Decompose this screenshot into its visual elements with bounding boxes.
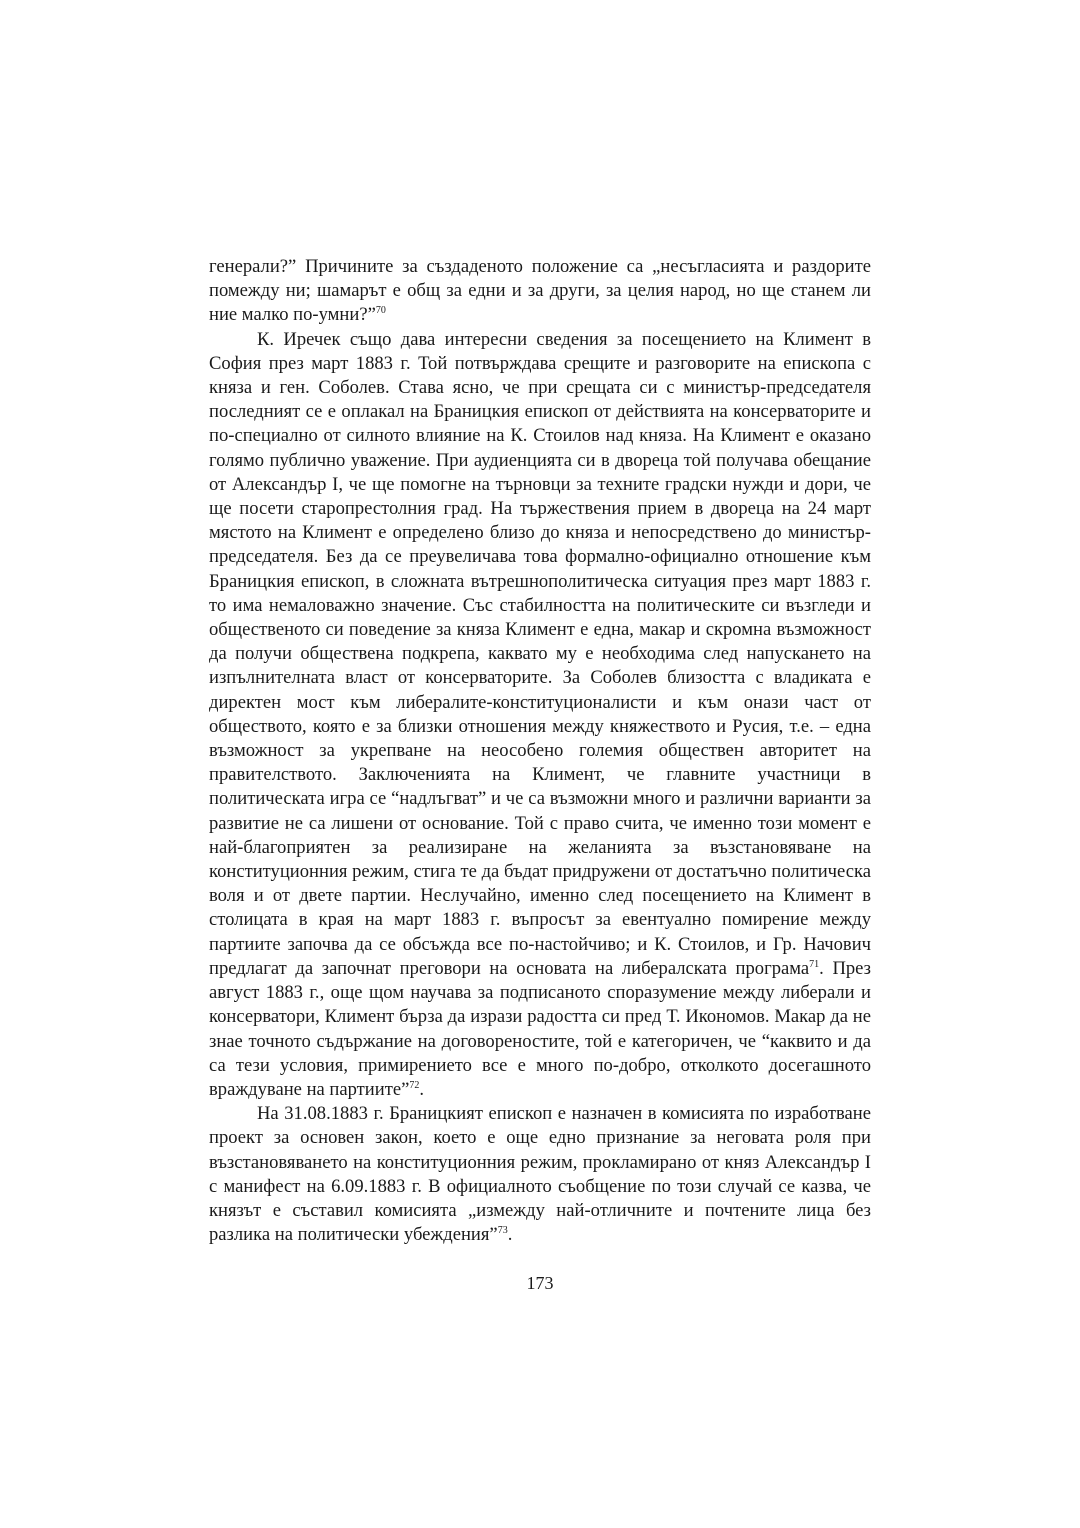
page-number: 173	[526, 1273, 554, 1293]
paragraph-2-text-3: .	[419, 1078, 424, 1100]
footnote-ref-73: 73	[497, 1225, 508, 1237]
paragraph-2	[209, 328, 871, 1103]
paragraph-2-text-2: . През август 1883 г., още щом научава за подписаното споразумение между либерали и консерватори, Климент бърза да изрази радостта си пред Т. Икономов. Макар да не знае точното съдържание на договореностите, той е категоричен, че “каквито и да са тези условия, примирението все е много по-добро, отколкото досегашното враждуване на партиите”	[209, 957, 871, 1100]
paragraph-2-text-1: К. Иречек също дава интересни сведения за посещението на Климент в София през март 1883 г. Той потвърждава срещите и разговорите на епископа с княза и ген. Соболев. Става ясно, че при срещата си с министър-председателя последният се е оплакал на Браницкия епископ от действията на консерваторите и по-специално от силното влияние на К. Стоилов над княза. На Климент е оказано голямо публично уважение. При аудиенцията си в двореца той получава обещание от Александър I, че ще помогне на търновци за техните градски нужди и дори, че ще посети старопрестолния град. На тържествения прием в двореца на 24 март мястото на Климент е определено близо до княза и непосредствено до министър-председателя. Без да се преувеличава това формално-официално отношение към Браницкия епископ, в сложната вътрешнополитическа ситуация през март 1883 г. то има немаловажно значение. Със стабилността на политическите си възгледи и общественото си поведение за княза Климент е една, макар и скромна възможност да получи обществена подкрепа, каквато му е необходима след напускането на изпълнителната власт от консерваторите. За Соболев близостта с владиката е директен мост към либералите-конституционалисти и към онази част от обществото, която е за близки отношения между княжеството и Русия, т.е. – една възможност за укрепване на неособено големия обществен авторитет на правителството. Заключенията на Климент, че главните участници в политическата игра се “надлъгват” и че са възможни много и различни варианти за развитие не са лишени от основание. Той с право счита, че именно този момент е най-благоприятен за реализиране на желанията за възстановяване на конституционния режим, стига те да бъдат придружени от достатъчно политическа воля и от двете партии. Неслучайно, именно след посещението на Климент в столицата в края на март 1883 г. въпросът за евентуално помирение между партиите започва да се обсъжда все по-настойчиво; и К. Стоилов, и Гр. Начович предлагат да започнат преговори на основата на либералската програма	[209, 328, 871, 979]
footnote-ref-72: 72	[409, 1079, 420, 1091]
page-body	[209, 255, 871, 1247]
paragraph-1-text-1: генерали?” Причините за създаденото положение са „несъгласията и раздорите помежду ни; шамарът е общ за едни и за други, за целия народ, но ще станем ли ние малко по-умни?”	[209, 256, 871, 326]
paragraph-3-text-2: .	[507, 1224, 513, 1246]
footnote-ref-70: 70	[375, 305, 386, 317]
paragraph-3-text-1: На 31.08.1883 г. Браницкият епископ е назначен в комисията по изработване проект за основен закон, което е още едно признание за неговата роля при възстановяването на конституционния режим, прокламирано от княз Александър I с манифест на 6.09.1883 г. В официалното съобщение по този случай се казва, че князът е съставил комисията „измежду най-отличните и почтените лица без разлика на политически убеждения”	[209, 1103, 871, 1246]
paragraph-1	[209, 255, 871, 328]
footnote-ref-71: 71	[809, 958, 820, 970]
paragraph-3	[209, 1102, 871, 1247]
